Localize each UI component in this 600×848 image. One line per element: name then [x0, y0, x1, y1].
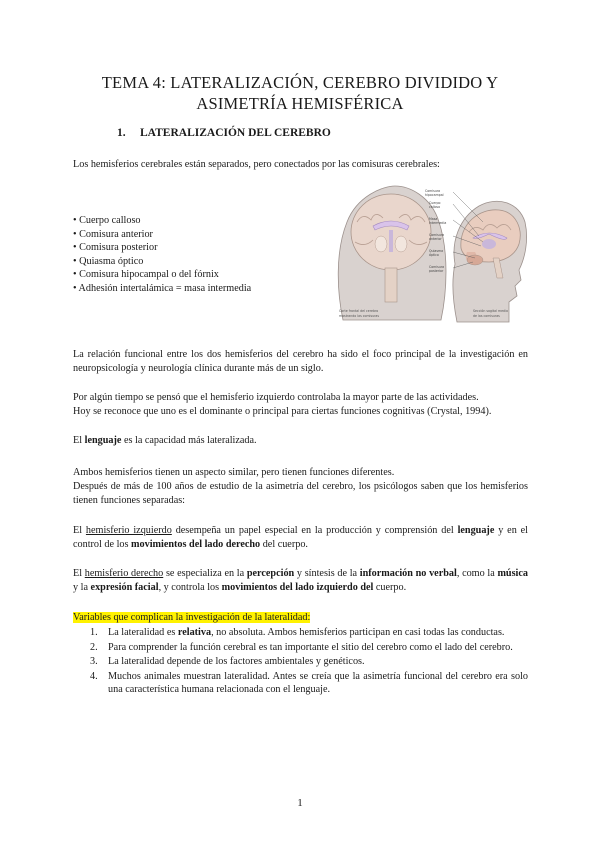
list-number: 4. [90, 670, 98, 682]
title-line-2: ASIMETRÍA HEMISFÉRICA [196, 94, 404, 113]
svg-text:anterior: anterior [429, 237, 442, 241]
svg-text:calloso: calloso [429, 205, 441, 209]
text-run: El [73, 435, 85, 446]
text-run: y síntesis de la [294, 568, 360, 579]
section-title: LATERALIZACIÓN DEL CEREBRO [140, 127, 331, 139]
text-run: se especializa en la [163, 568, 247, 579]
text-run: El [73, 525, 86, 536]
svg-text:Comisura: Comisura [429, 233, 445, 237]
list-item: • Cuerpo calloso [73, 215, 141, 226]
text-run: , y controla los [158, 582, 222, 594]
svg-text:Quiasma: Quiasma [429, 249, 444, 253]
underlined-term: hemisferio izquierdo [85, 525, 172, 536]
text-run: del cuerpo. [260, 539, 308, 551]
bold-term: lenguaje [457, 525, 495, 536]
list-item [86, 655, 528, 669]
list-number: 2. [90, 641, 98, 653]
similar-aspect-line: Ambos hemisferios tienen un aspecto similar, pero tienen funciones diferentes. [73, 467, 395, 478]
bold-term: información no verbal [359, 568, 457, 579]
bold-term: movimientos del lado izquierdo del [221, 582, 374, 594]
list-item [86, 670, 528, 697]
title-line-1: TEMA 4: LATERALIZACIÓN, CEREBRO DIVIDIDO Y [101, 73, 499, 92]
intro-paragraph: Los hemisferios cerebrales están separados, pero conectados por las comisuras cerebrales: [73, 159, 440, 170]
svg-text:mostrando las comisuras: mostrando las comisuras [339, 314, 380, 318]
text-run: La lateralidad es [108, 627, 178, 638]
list-item [86, 641, 528, 655]
highlighted-heading: Variables que complican la investigación de la lateralidad: [73, 612, 311, 623]
text-run: desempeña un papel especial en la producción y comprensión del [171, 525, 458, 536]
svg-text:hipocampal: hipocampal [425, 193, 444, 197]
text-run: La lateralidad depende de los factores ambientales y genéticos. [108, 656, 365, 668]
list-item: • Comisura posterior [73, 242, 158, 254]
variables-list [86, 626, 528, 698]
bold-term: expresión facial [90, 582, 159, 594]
commissure-list [73, 214, 251, 296]
list-item: • Quiasma óptico [73, 255, 144, 267]
svg-text:Masa: Masa [429, 217, 438, 221]
language-paragraph [73, 434, 528, 448]
list-item: • Comisura anterior [73, 228, 153, 240]
list-item [86, 626, 528, 640]
bold-term: lenguaje [84, 435, 122, 446]
section-number: 1. [117, 127, 126, 139]
text-run: cuerpo. [373, 582, 407, 594]
svg-text:Comisura: Comisura [425, 189, 441, 193]
svg-text:posterior: posterior [429, 269, 444, 273]
svg-text:óptico: óptico [429, 253, 439, 257]
underlined-term: hemisferio derecho [84, 568, 164, 579]
bold-term: relativa [177, 627, 212, 638]
svg-text:intermedia: intermedia [429, 221, 447, 225]
list-item: • Adhesión intertalámica = masa intermedia [73, 282, 252, 294]
svg-text:Cuerpo: Cuerpo [429, 201, 441, 205]
variables-heading [73, 611, 528, 625]
dominance-paragraph: Hoy se reconoce que uno es el dominante o principal para ciertas funciones cognitivas (Crystal, 1994). [73, 406, 492, 417]
text-run: Muchos animales muestran lateralidad. Antes se creía que la asimetría funcional del cerebro era solo una característica humana relacionada con el lenguaje. [108, 670, 528, 696]
page-number: 1 [297, 797, 303, 809]
text-run: y la [73, 582, 91, 594]
text-run: Para comprender la función cerebral es tan importante el sitio del cerebro como el lado del cerebro. [108, 641, 513, 653]
list-item: • Comisura hipocampal o del fórnix [73, 269, 219, 281]
text-run: , no absoluta. Ambos hemisferios participan en casi todas las conductas. [211, 627, 505, 638]
relation-paragraph: La relación funcional entre los dos hemisferios del cerebro ha sido el foco principal de la investigación en neuropsicología y neurología clínica durante más de un siglo. [73, 349, 528, 375]
list-number: 3. [90, 656, 98, 668]
svg-text:Comisura: Comisura [429, 265, 445, 269]
document-title [60, 72, 540, 114]
bold-term: percepción [246, 568, 295, 579]
svg-text:de las comisuras: de las comisuras [473, 314, 500, 318]
svg-text:Sección sagital media: Sección sagital media [473, 309, 508, 313]
text-run: El [73, 568, 85, 579]
bold-term: música [497, 568, 528, 579]
text-run: es la capacidad más lateralizada. [121, 435, 257, 446]
text-run: , como la [456, 568, 498, 579]
text-run: y en el control de los [73, 525, 528, 551]
section-heading [117, 127, 331, 139]
separate-functions-paragraph: Después de más de 100 años de estudio de la asimetría del cerebro, los psicólogos saben que los hemisferios tienen funciones separadas: [73, 481, 528, 507]
left-hemisphere-paragraph [73, 524, 528, 552]
list-number: 1. [90, 627, 98, 638]
right-hemisphere-paragraph [73, 567, 528, 595]
bold-term: movimientos del lado derecho [131, 539, 261, 551]
brain-anatomy-figure [333, 182, 528, 330]
left-hemisphere-history-line: Por algún tiempo se pensó que el hemisferio izquierdo controlaba la mayor parte de las actividades. [73, 392, 479, 403]
svg-text:Corte frontal del cerebro: Corte frontal del cerebro [339, 309, 379, 313]
